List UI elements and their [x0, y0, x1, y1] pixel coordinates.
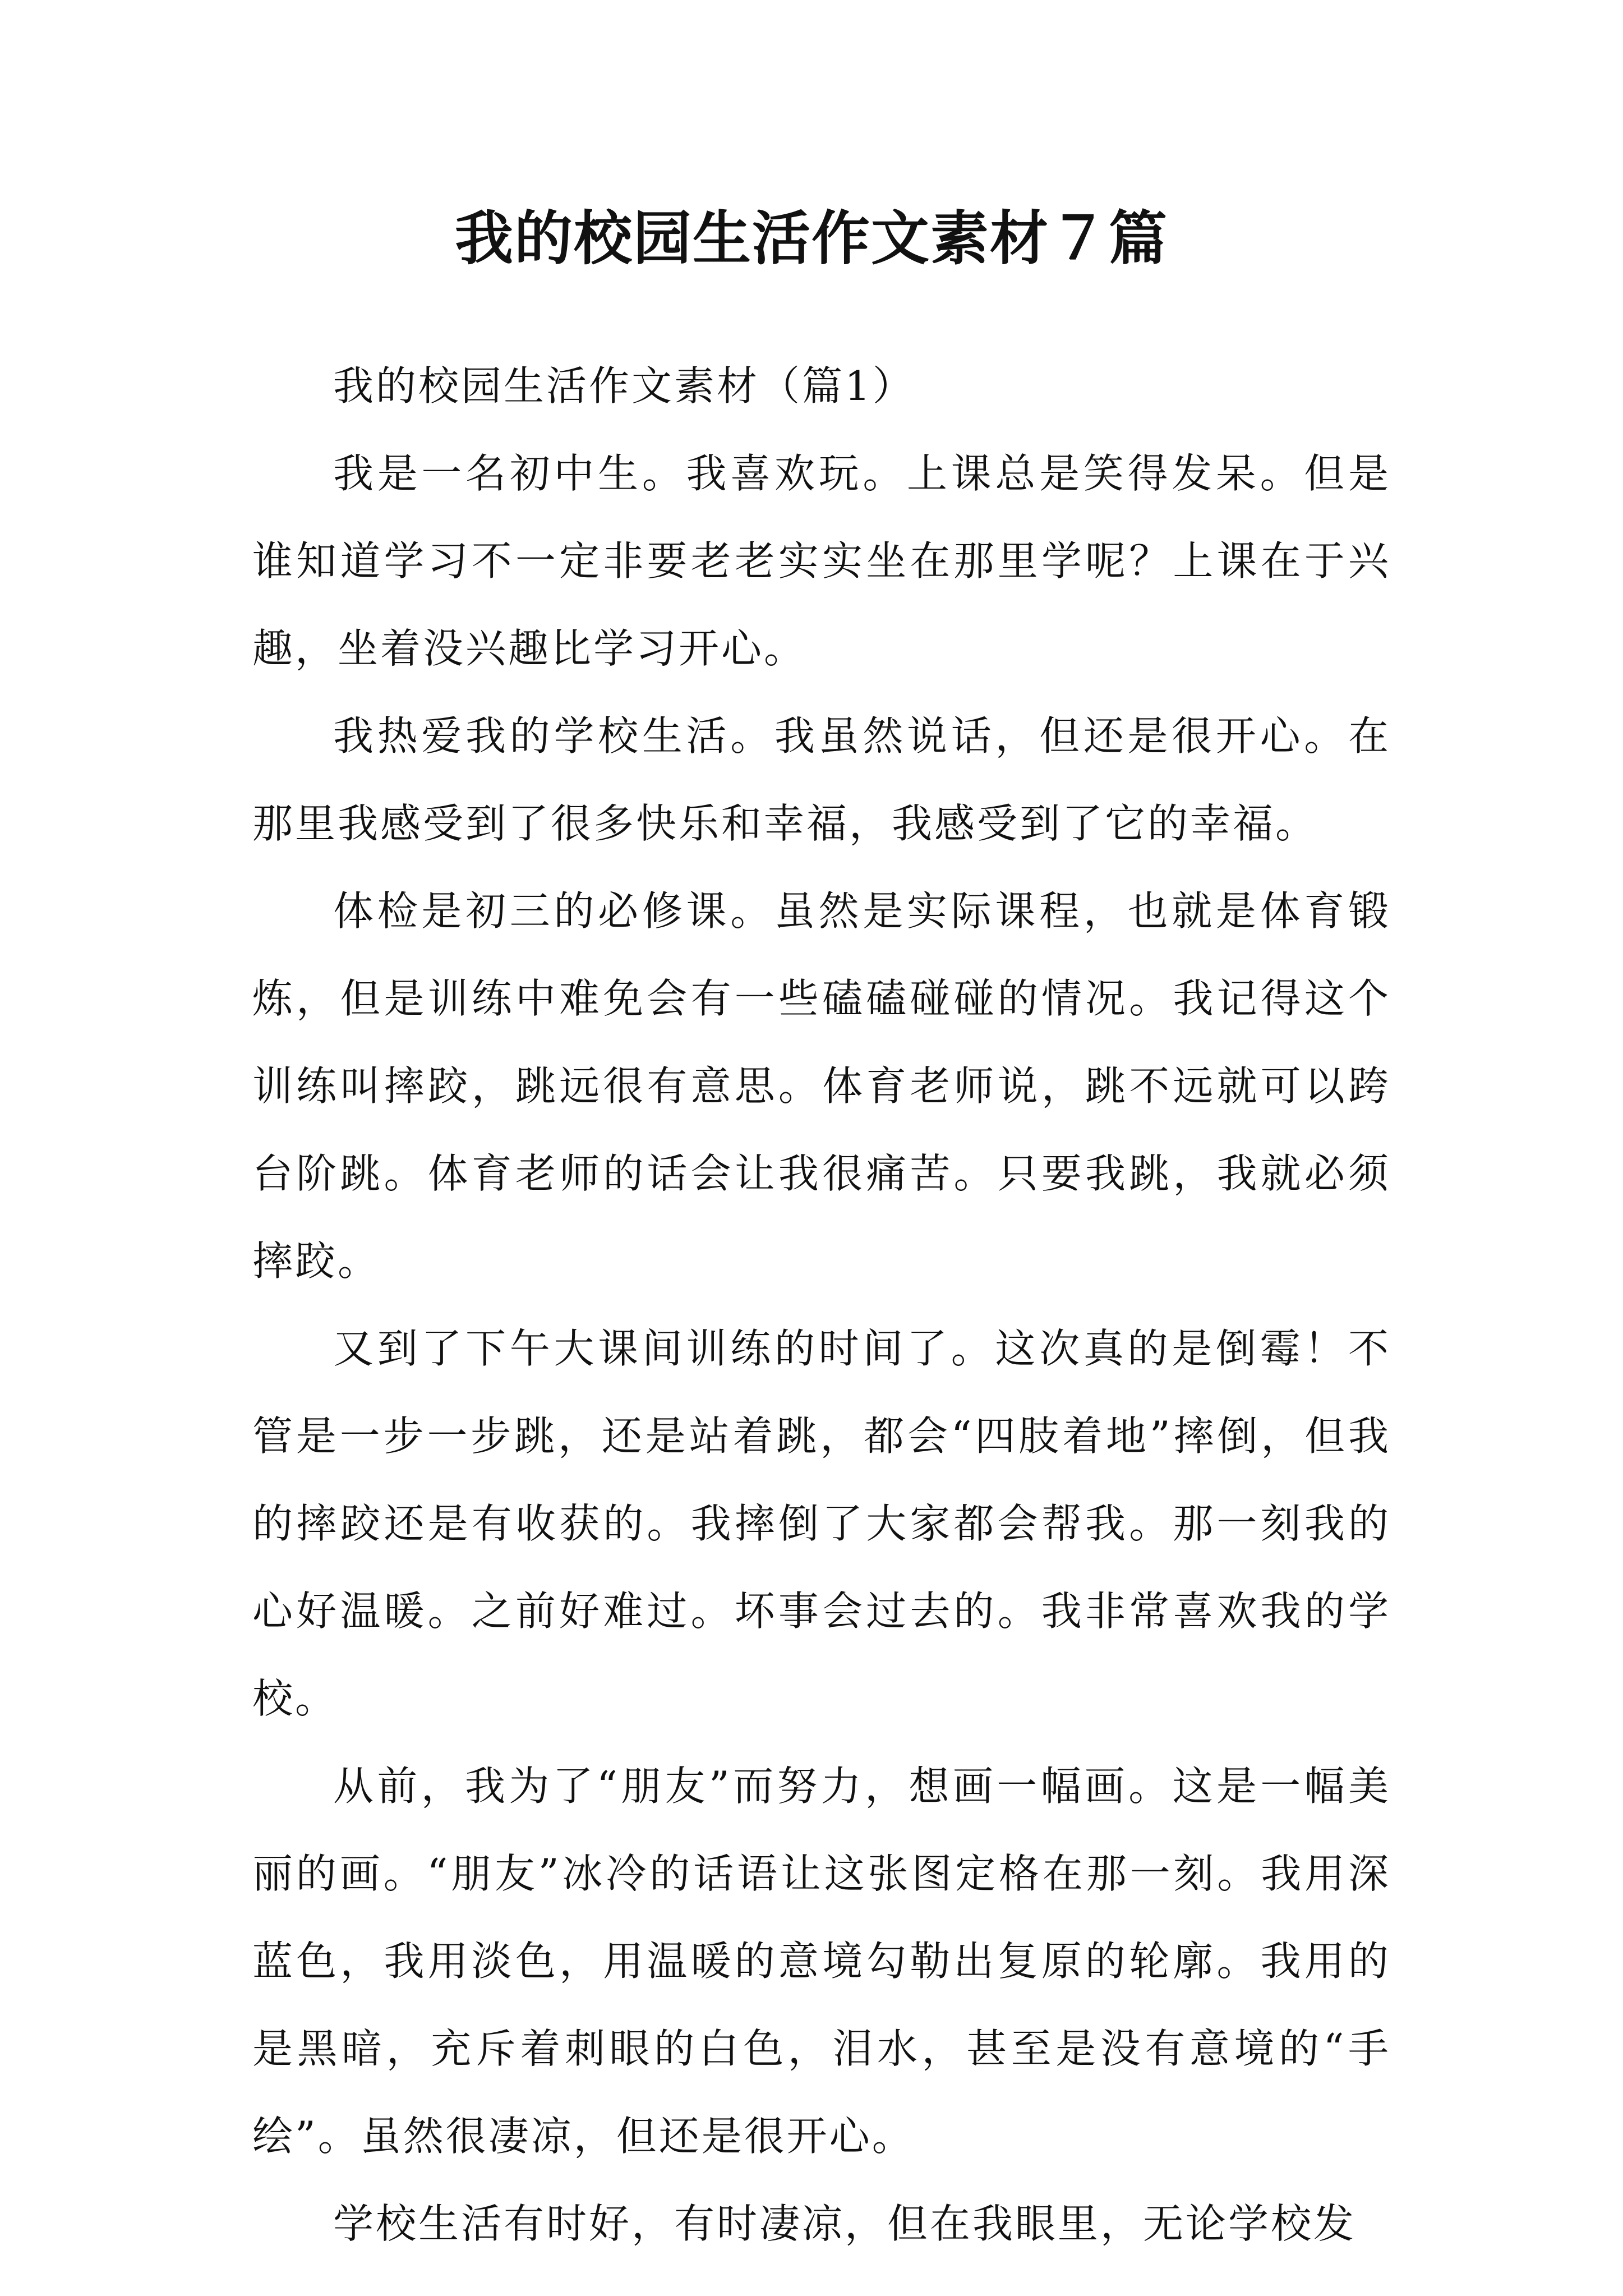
- paragraph: 又到了下午大课间训练的时间了。这次真的是倒霉！不管是一步一步跳，还是站着跳，都会“四肢着地”摔倒，但我的摔跤还是有收获的。我摔倒了大家都会帮我。那一刻我的心好温暖。之前好难过。坏事会过去的。我非常喜欢我的学校。: [252, 1325, 1391, 1722]
- paragraph: 学校生活有时好，有时凄凉，但在我眼里，无论学校发: [333, 2200, 1357, 2247]
- paragraph: 从前，我为了“朋友”而努力，想画一幅画。这是一幅美丽的画。“朋友”冰冷的话语让这张图定格在那一刻。我用深蓝色，我用淡色，用温暖的意境勾勒出复原的轮廓。我用的是黑暗，充斥着刺眼的白色，泪水，甚至是没有意境的“手绘”。虽然很凄凉，但还是很开心。: [252, 1763, 1391, 2160]
- document-title: 我的校园生活作文素材７篇: [454, 204, 1168, 273]
- paragraph: 我是一名初中生。我喜欢玩。上课总是笑得发呆。但是谁知道学习不一定非要老老实实坐在那里学呢？上课在于兴趣，坐着没兴趣比学习开心。: [252, 450, 1391, 672]
- document-body: [252, 342, 1391, 2267]
- section-heading: 我的校园生活作文素材（篇1）: [333, 362, 915, 409]
- paragraph: 体检是初三的必修课。虽然是实际课程，也就是体育锻炼，但是训练中难免会有一些磕磕碰碰的情况。我记得这个训练叫摔跤，跳远很有意思。体育老师说，跳不远就可以跨台阶跳。体育老师的话会让我很痛苦。只要我跳，我就必须摔跤。: [252, 887, 1391, 1285]
- paragraph: 我热爱我的学校生活。我虽然说话，但还是很开心。在那里我感受到了很多快乐和幸福，我感受到了它的幸福。: [252, 712, 1391, 847]
